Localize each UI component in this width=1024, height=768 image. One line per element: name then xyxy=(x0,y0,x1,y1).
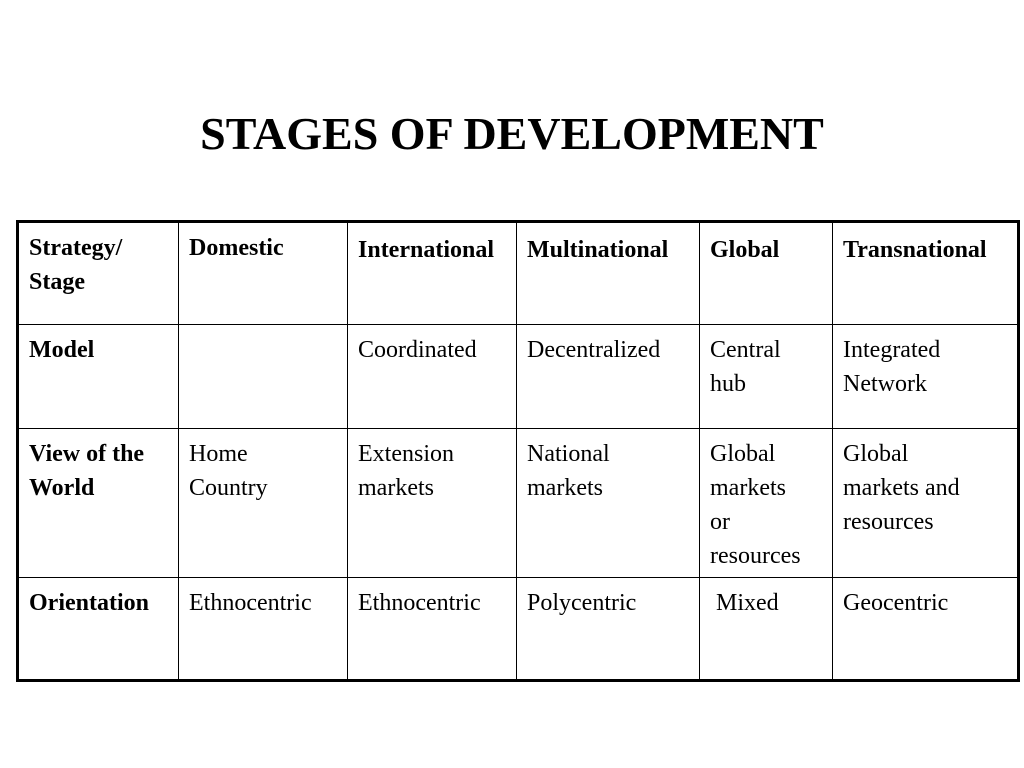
cell-orientation-international: Ethnocentric xyxy=(348,578,517,681)
cell-model-domestic xyxy=(179,325,348,429)
cell-view-international xyxy=(348,429,517,578)
cell-model-transnational-line-2: Network xyxy=(843,371,927,397)
cell-model-transnational-line-1: Integrated xyxy=(843,337,941,363)
cell-model-global xyxy=(700,325,833,429)
cell-model-international: Coordinated xyxy=(348,325,517,429)
table-row-view-of-the-world xyxy=(18,429,1019,578)
row-label-model: Model xyxy=(18,325,179,429)
cell-view-transnational-line-1: Global xyxy=(843,441,909,467)
table-row-model xyxy=(18,325,1019,429)
cell-orientation-transnational: Geocentric xyxy=(833,578,1019,681)
cell-model-global-line-2: hub xyxy=(710,371,746,397)
cell-view-global-line-1: Global xyxy=(710,441,776,467)
cell-orientation-domestic: Ethnocentric xyxy=(179,578,348,681)
cell-view-global-line-3: or xyxy=(710,509,730,535)
row-label-view-line-2: World xyxy=(29,475,95,501)
cell-model-transnational xyxy=(833,325,1019,429)
row-label-orientation: Orientation xyxy=(18,578,179,681)
table-header-row xyxy=(18,222,1019,325)
row-label-view-of-the-world xyxy=(18,429,179,578)
cell-model-multinational: Decentralized xyxy=(517,325,700,429)
cell-view-global xyxy=(700,429,833,578)
header-corner-cell xyxy=(18,222,179,325)
header-global: Global xyxy=(700,222,833,325)
cell-orientation-multinational: Polycentric xyxy=(517,578,700,681)
cell-view-global-line-2: markets xyxy=(710,475,786,501)
cell-view-domestic xyxy=(179,429,348,578)
cell-view-multinational xyxy=(517,429,700,578)
cell-view-transnational-line-3: resources xyxy=(843,509,934,535)
cell-view-global-line-4: resources xyxy=(710,543,801,569)
header-international: International xyxy=(348,222,517,325)
stages-table xyxy=(16,220,1020,682)
header-corner-line-1: Strategy/ xyxy=(29,235,123,261)
table-row-orientation xyxy=(18,578,1019,681)
header-domestic: Domestic xyxy=(179,222,348,325)
header-multinational: Multinational xyxy=(517,222,700,325)
cell-view-transnational xyxy=(833,429,1019,578)
cell-view-international-line-1: Extension xyxy=(358,441,454,467)
header-corner-line-2: Stage xyxy=(29,269,85,295)
cell-view-multinational-line-1: National xyxy=(527,441,610,467)
cell-view-transnational-line-2: markets and xyxy=(843,475,960,501)
cell-view-domestic-line-1: Home xyxy=(189,441,248,467)
cell-model-global-line-1: Central xyxy=(710,337,781,363)
header-transnational: Transnational xyxy=(833,222,1019,325)
row-label-view-line-1: View of the xyxy=(29,441,145,467)
page-title: STAGES OF DEVELOPMENT xyxy=(200,108,824,159)
cell-view-domestic-line-2: Country xyxy=(189,475,268,501)
cell-view-international-line-2: markets xyxy=(358,475,434,501)
cell-orientation-global: Mixed xyxy=(700,578,833,681)
cell-view-multinational-line-2: markets xyxy=(527,475,603,501)
